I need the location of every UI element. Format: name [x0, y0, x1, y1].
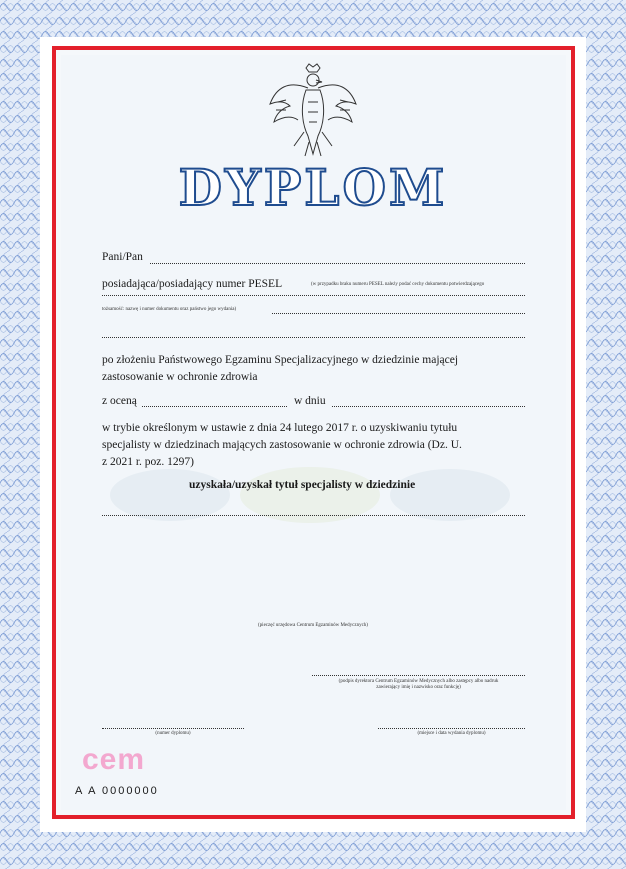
- identity-line: [272, 313, 525, 314]
- number-line: [102, 728, 244, 729]
- pesel-line: [102, 295, 525, 296]
- cem-logo: cem: [82, 743, 146, 776]
- place-date-caption: (miejsce i data wydania dyplomu): [417, 731, 486, 736]
- seal-caption: (pieczęć urzędowa Centrum Egzaminów Medycznych): [258, 623, 368, 628]
- director-caption-line-2: zawierający imię i nazwisko oraz funkcję): [376, 685, 461, 690]
- number-caption: (numer dyplomu): [155, 731, 191, 736]
- exam-line-1: po złożeniu Państwowego Egzaminu Specjalizacyjnego w dziedzinie mającej: [102, 354, 459, 366]
- law-line-1: w trybie określonym w ustawie z dnia 24 lutego 2017 r. o uzyskiwaniu tytułu: [102, 422, 458, 434]
- name-label: Pani/Pan: [102, 251, 143, 263]
- exam-line-2: zastosowanie w ochronie zdrowia: [102, 371, 258, 383]
- date-label: w dniu: [294, 395, 326, 407]
- polish-eagle-emblem-icon: [268, 62, 358, 162]
- grade-label: z oceną: [102, 395, 137, 407]
- exam-paragraph: [102, 352, 525, 386]
- name-line: [150, 263, 525, 264]
- identity-note: tożsamość: nazwę i numer dokumentu oraz państwo jego wydania): [102, 307, 237, 312]
- serial-number: A A 0000000: [75, 785, 159, 797]
- title-obtained: uzyskała/uzyskał tytuł specjalisty w dziedzinie: [189, 479, 416, 491]
- law-line-3: z 2021 r. poz. 1297): [102, 456, 194, 468]
- date-line: [332, 406, 525, 407]
- blank-line: [102, 337, 525, 338]
- director-signature-line: [312, 675, 525, 676]
- pesel-note: (w przypadku braku numeru PESEL należy podać cechy dokumentu potwierdzającego: [311, 282, 485, 287]
- specialty-line: [102, 515, 525, 516]
- pesel-label: posiadająca/posiadający numer PESEL: [102, 278, 283, 290]
- grade-line: [142, 406, 287, 407]
- place-date-line: [378, 728, 525, 729]
- diploma-title: DYPLOM: [178, 158, 448, 217]
- director-caption-line-1: (podpis dyrektora Centrum Egzaminów Medycznych albo zastępcy albo nadruk: [338, 679, 499, 684]
- law-line-2: specjalisty w dziedzinach mających zastosowanie w ochronie zdrowia (Dz. U.: [102, 439, 462, 451]
- director-caption: [300, 679, 537, 691]
- law-paragraph: [102, 420, 525, 471]
